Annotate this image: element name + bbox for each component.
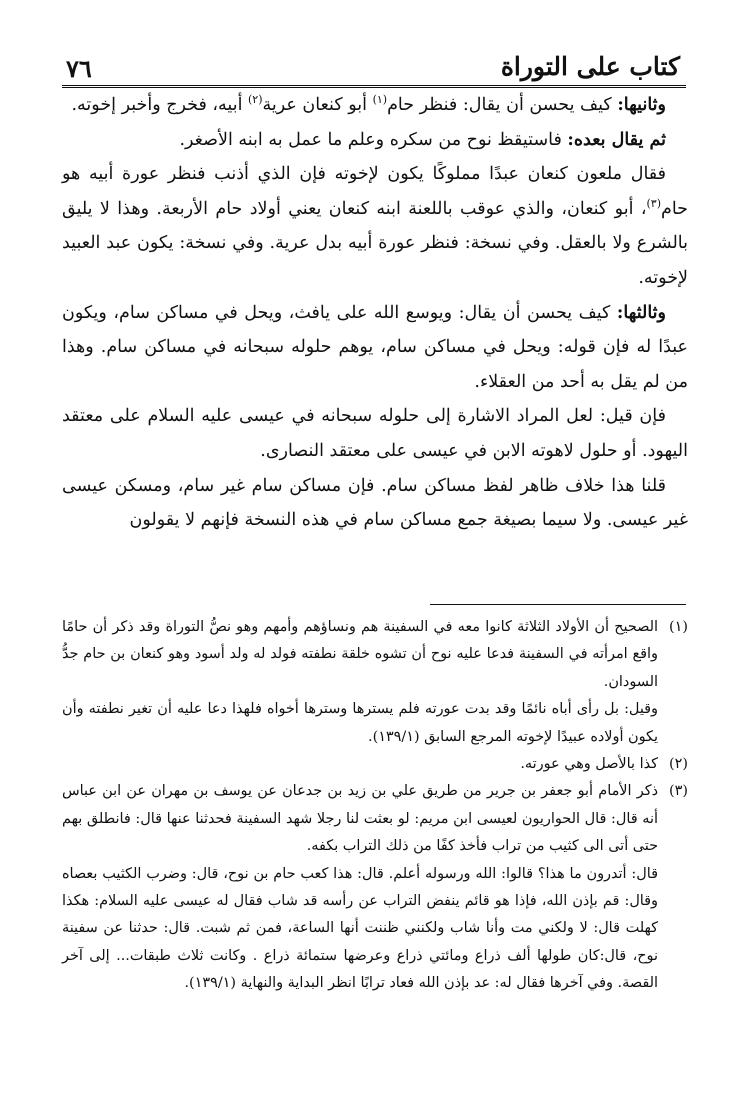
paragraph-text: كيف يحسن أن يقال: ويوسع الله على يافث، ويحل في مساكن سام، ويكون عبدًا له فإن قوله: ويحل في مساكن سام، يوهم حلوله سبحانه في مساكن سام. وهذا من لم يقل به أحد من العقلاء. [62, 302, 688, 392]
footnote-text: ذكر الأمام أبو جعفر بن جرير من طريق علي بن زيد بن جدعان عن يوسف بن مهران عن ابن عباس أنه قال: قال الحواريون لعيسى ابن مريم: لو بعثت لنا رجلا شهد السفينة فحدثنا عنها قال: فانطلق بهم حتى أتى الى كثيب من تراب فأخذ كفًا من ذلك التراب بكفه. [62, 783, 658, 855]
paragraph-text: قلنا هذا خلاف ظاهر لفظ مساكن سام. فإن مساكن سام غير سام، ومسكن عيسى غير عيسى. ولا سيما بصيغة جمع مساكن سام في هذه النسخة فإنهم لا يقولون [62, 475, 688, 531]
footnote-text: قال: أتدرون ما هذا؟ قالوا: الله ورسوله أعلم. قال: هذا كعب حام بن نوح، قال: وضرب الكثيب بعصاه وقال: قم بإذن الله، فإذا هو قائم ينفض التراب عن رأسه قد شاب فقال له عيسى عليه السلام: هكذا كهلت قال: لا ولكني مت وأنا شاب ولكنني ظننت أنها الساعة، فمن ثم شبت. قال: حدثنا عن سفينة نوح، قال:كان طولها ألف ذراع ومائتي ذراع وعرضها ستمائة ذراع . وكانت ثلاث طبقات... إلى آخر القصة. وفي آخرها فقال له: عد بإذن الله فعاد ترابًا انظر البداية والنهاية (١٣٩/١). [62, 865, 658, 992]
main-text [62, 88, 688, 538]
footnote-number: (١) [669, 619, 688, 635]
paragraph-lead: وثالثها: [616, 302, 666, 323]
paragraph-text: أبيه، فخرج وأخبر إخوته. [71, 95, 248, 115]
page-header [62, 52, 686, 82]
footnote-number: (٢) [669, 756, 688, 773]
paragraph-text: فإن قيل: لعل المراد الاشارة إلى حلوله سبحانه في عيسى عليه السلام على معتقد اليهود. أو حلول لاهوته الابن في عيسى على معتقد النصارى. [62, 406, 688, 461]
page-number: ٧٦ [66, 54, 92, 83]
footnotes [62, 614, 688, 998]
paragraph-text: فقال ملعون كنعان عبدًا مملوكًا يكون لإخوته فإن الذي أذنب فنظر عورة أبيه هو حام [62, 164, 688, 219]
paragraph-text: ، أبو كنعان، والذي عوقب باللعنة ابنه كنعان يعني أولاد حام الأربعة. وهذا لا يليق بالشرع ولا بالعقل. وفي نسخة: فنظر عورة أبيه بدل عرية. وفي نسخة: يكون عبد العبيد لإخوته. [62, 198, 688, 288]
footnote-text: الصحيح أن الأولاد الثلاثة كانوا معه في السفينة هم ونساؤهم وأمهم وهو نصُّ التوراة وقد ذكر أن حامًا واقع امرأته في السفينة فدعا عليه نوح أن تشوه خلقة نطفته فولد له ولد أسود وهو كنعان بن حام جدُّ السودان. [62, 619, 658, 690]
paragraph-thaniha [62, 88, 688, 123]
paragraph-text: فاستيقظ نوح من سكره وعلم ما عمل به ابنه الأصغر. [179, 129, 568, 150]
paragraph-text: أبو كنعان عرية [262, 95, 373, 115]
footnote-text: كذا بالأصل وهي عورته. [520, 756, 658, 773]
footnote-text: وقيل: بل رأى أباه نائمًا وقد بدت عورته فلم يسترها وسترها أخواه فلهذا دعا عليه أن تغير نطفته وأن يكون أولاده عبيدًا لإخوته المرجع السابق (١٣٩/١). [62, 701, 658, 745]
footnote-number: (٣) [669, 783, 688, 800]
footnote-2 [62, 751, 688, 778]
paragraph-lead: وثانيها: [617, 95, 666, 115]
running-title: كتاب على التوراة [500, 52, 680, 81]
footnote-3 [62, 778, 688, 997]
paragraph-objection [62, 399, 688, 468]
paragraph-lead: ثم يقال بعده: [567, 129, 666, 150]
paragraph-curse [62, 157, 688, 295]
footnote-divider [430, 604, 686, 605]
paragraph-thumma [62, 123, 688, 158]
paragraph-reply [62, 469, 688, 538]
footnote-1 [62, 614, 688, 751]
footnote-ref: (٢) [248, 93, 263, 107]
footnote-ref: (٣) [646, 196, 661, 210]
paragraph-thalithuha [62, 296, 688, 400]
footnote-ref: (١) [372, 93, 388, 107]
paragraph-text: كيف يحسن أن يقال: فنظر حام [387, 95, 618, 115]
